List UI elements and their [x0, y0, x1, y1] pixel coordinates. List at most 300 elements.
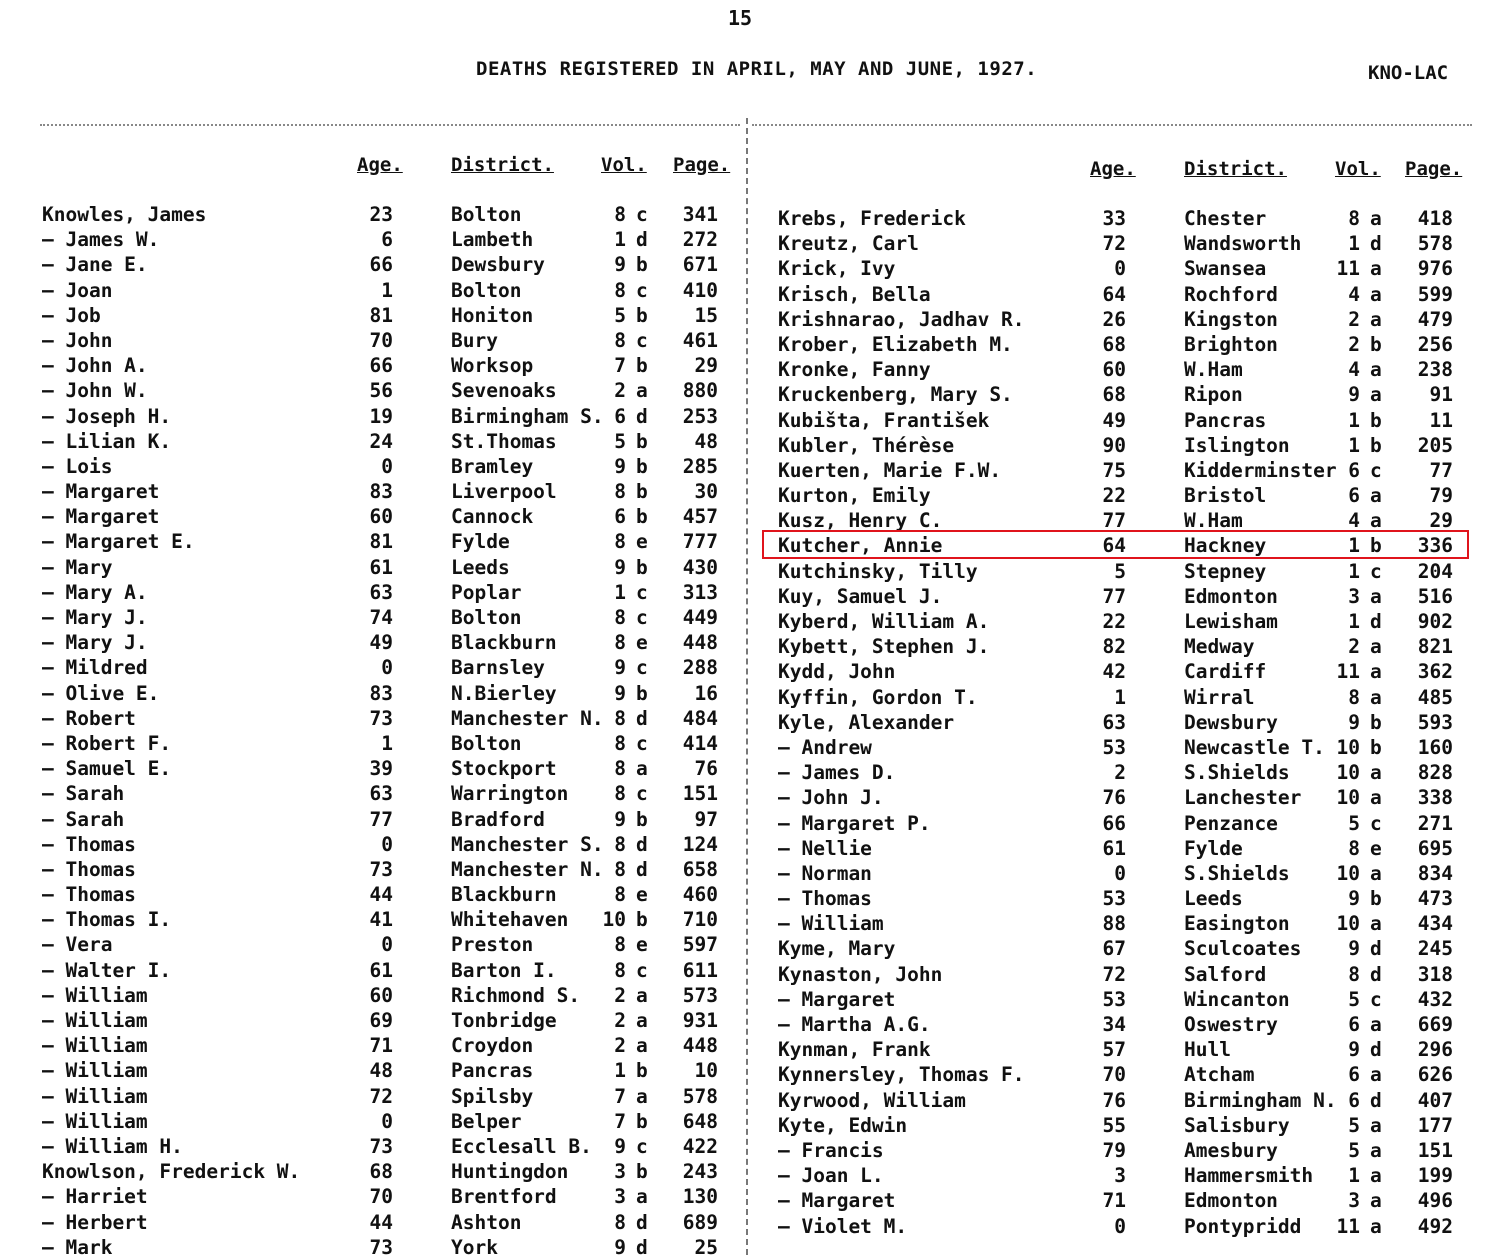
entry-vol-sub: d	[636, 1235, 648, 1259]
entry-vol: 8	[614, 328, 626, 352]
entry-vol: 8	[614, 706, 626, 730]
header-age: Age.	[1090, 158, 1136, 180]
entry-page: 362	[1417, 660, 1453, 684]
entry-district: Lewisham	[1184, 610, 1278, 633]
entry-vol: 9	[614, 1235, 626, 1259]
entry-page: 272	[682, 228, 718, 252]
entry-vol: 8	[1348, 685, 1360, 709]
entry-age: 48	[369, 1059, 393, 1083]
entry-age: 66	[369, 253, 393, 277]
page-number: 15	[727, 6, 753, 30]
entry-vol-sub: a	[1370, 1013, 1382, 1036]
entry-age: 67	[1102, 937, 1126, 961]
entry-page: 473	[1417, 887, 1453, 911]
entry-name: Krebs, Frederick	[778, 207, 966, 230]
entry-name: — Margaret P.	[778, 811, 931, 835]
entry-vol-sub: a	[636, 1034, 648, 1058]
entry-vol: 9	[614, 681, 626, 705]
entry-district: Blackburn	[451, 883, 557, 907]
entry-age: 61	[1102, 836, 1126, 860]
entry-vol: 9	[614, 555, 626, 579]
entry-vol-sub: a	[1370, 685, 1382, 709]
entry-vol: 8	[614, 278, 626, 302]
entry-vol-sub: b	[636, 1109, 648, 1133]
entry-page: 460	[682, 883, 718, 907]
entry-age: 44	[369, 883, 393, 907]
entry-age: 23	[369, 203, 393, 226]
entry-page: 658	[682, 857, 718, 881]
entry-vol-sub: d	[1370, 1088, 1382, 1112]
entry-vol-sub: a	[1370, 207, 1382, 230]
entry-vol-sub: c	[636, 656, 648, 680]
entry-district: Barnsley	[451, 656, 545, 680]
entry-vol: 9	[1348, 937, 1360, 961]
entry-district: S.Shields	[1184, 861, 1290, 885]
entry-vol-sub: c	[636, 203, 648, 226]
entry-age: 22	[1102, 484, 1126, 508]
entry-vol: 8	[614, 782, 626, 806]
entry-age: 75	[1102, 458, 1126, 482]
entry-page: 496	[1417, 1189, 1453, 1213]
entry-page: 285	[682, 454, 718, 478]
header-page: Page.	[673, 154, 731, 176]
entry-age: 49	[369, 631, 393, 655]
entry-page: 130	[682, 1185, 718, 1209]
entry-vol-sub: b	[636, 807, 648, 831]
entry-page: 931	[682, 1009, 718, 1032]
entry-vol-sub: d	[636, 857, 648, 881]
entry-page: 410	[682, 278, 718, 302]
entry-age: 63	[1102, 710, 1126, 734]
entry-district: Dewsbury	[1184, 710, 1278, 734]
entry-vol: 8	[614, 606, 626, 629]
entry-age: 0	[1114, 1214, 1126, 1238]
entry-name: — John W.	[42, 379, 148, 403]
entry-vol: 1	[614, 228, 626, 252]
entry-district: S.Shields	[1184, 761, 1290, 785]
entry-district: York	[451, 1235, 498, 1259]
entry-vol: 8	[1348, 836, 1360, 860]
entry-page: 341	[682, 203, 718, 226]
entry-vol: 8	[614, 857, 626, 881]
entry-name: Kruckenberg, Mary S.	[778, 383, 1013, 407]
entry-page: 695	[1417, 836, 1453, 860]
entry-age: 57	[1102, 1038, 1126, 1062]
entry-district: Brighton	[1184, 332, 1278, 356]
entry-district: Edmonton	[1184, 1189, 1278, 1213]
entry-name: — John J.	[778, 786, 884, 810]
entry-district: Ashton	[451, 1210, 522, 1234]
entry-vol: 6	[614, 505, 626, 529]
entry-vol-sub: c	[636, 328, 648, 352]
entry-name: — Robert	[42, 706, 136, 730]
entry-vol-sub: b	[636, 505, 648, 529]
entry-name: — Joan L.	[778, 1164, 884, 1188]
entry-vol-sub: a	[636, 1185, 648, 1209]
entry-page: 238	[1417, 358, 1453, 382]
entry-page: 253	[682, 404, 718, 428]
entry-district: N.Bierley	[451, 681, 557, 705]
entry-vol-sub: a	[1370, 1113, 1382, 1137]
range-label: KNO-LAC	[1368, 62, 1449, 84]
entry-vol: 6	[1348, 1063, 1360, 1087]
entry-name: — Andrew	[778, 735, 872, 759]
entry-name: — Samuel E.	[42, 757, 172, 781]
entry-district: Hammersmith	[1184, 1164, 1314, 1188]
entry-district: Huntingdon	[451, 1160, 569, 1184]
entry-page: 414	[682, 731, 718, 755]
entry-vol: 2	[614, 1009, 626, 1032]
entry-name: — James D.	[778, 761, 896, 785]
entry-page: 710	[682, 908, 718, 932]
entry-page: 15	[694, 303, 718, 327]
entry-name: — James W.	[42, 228, 160, 252]
entry-page: 648	[682, 1109, 718, 1133]
entry-vol: 8	[614, 203, 626, 226]
entry-age: 42	[1102, 660, 1126, 684]
entry-vol-sub: a	[1370, 383, 1382, 407]
entry-vol-sub: a	[1370, 1138, 1382, 1162]
entry-district: Cardiff	[1184, 660, 1267, 684]
entry-name: — Mary	[42, 555, 113, 579]
entry-page: 671	[682, 253, 718, 277]
entry-district: Oswestry	[1184, 1013, 1278, 1036]
entry-page: 336	[1417, 534, 1453, 558]
entry-vol-sub: b	[636, 429, 648, 453]
entry-name: — Mark	[42, 1235, 113, 1259]
entry-name: Kyle, Alexander	[778, 710, 955, 734]
entry-age: 64	[1102, 534, 1126, 558]
entry-vol-sub: a	[1370, 282, 1382, 306]
column-divider	[746, 118, 748, 1255]
entry-district: Warrington	[451, 782, 569, 806]
entry-vol: 1	[1348, 534, 1360, 558]
entry-district: Lanchester	[1184, 786, 1302, 810]
entry-age: 44	[369, 1210, 393, 1234]
entry-district: Atcham	[1184, 1063, 1255, 1087]
entry-age: 68	[369, 1160, 393, 1184]
entry-vol: 11	[1336, 1214, 1360, 1238]
entry-vol-sub: a	[1370, 1189, 1382, 1213]
entry-age: 68	[1102, 332, 1126, 356]
header-district: District.	[1184, 158, 1287, 180]
entry-district: Salisbury	[1184, 1113, 1290, 1137]
entry-age: 22	[1102, 610, 1126, 633]
entry-age: 88	[1102, 912, 1126, 936]
entry-page: 76	[694, 757, 718, 781]
entry-age: 60	[369, 983, 393, 1007]
entry-age: 70	[1102, 1063, 1126, 1087]
entry-vol-sub: d	[1370, 962, 1382, 986]
entry-vol-sub: e	[1370, 836, 1382, 860]
entry-vol: 1	[1348, 1164, 1360, 1188]
entry-page: 77	[1429, 458, 1453, 482]
entry-vol: 8	[614, 530, 626, 554]
entry-name: — Mildred	[42, 656, 148, 680]
entry-page: 256	[1417, 332, 1453, 356]
entry-district: W.Ham	[1184, 358, 1243, 382]
entry-vol-sub: a	[1370, 584, 1382, 608]
entry-page: 821	[1417, 635, 1453, 659]
entry-age: 81	[369, 530, 393, 554]
entry-age: 71	[369, 1034, 393, 1058]
entry-vol-sub: b	[1370, 887, 1382, 911]
entry-vol: 7	[614, 1109, 626, 1133]
entry-name: Kuerten, Marie F.W.	[778, 458, 1002, 482]
entry-page: 976	[1417, 257, 1453, 281]
entry-page: 834	[1417, 861, 1453, 885]
entry-age: 73	[369, 1235, 393, 1259]
entry-vol-sub: d	[1370, 610, 1382, 633]
entry-age: 34	[1102, 1013, 1126, 1036]
entry-district: Pontypridd	[1184, 1214, 1302, 1238]
entry-name: — Joan	[42, 278, 113, 302]
entry-district: Chester	[1184, 207, 1267, 230]
entry-vol-sub: b	[1370, 710, 1382, 734]
entry-vol-sub: d	[636, 228, 648, 252]
entry-page: 432	[1417, 987, 1453, 1011]
entry-name: Kydd, John	[778, 660, 896, 684]
entry-age: 0	[381, 933, 393, 957]
entry-vol: 5	[1348, 1138, 1360, 1162]
entry-page: 177	[1417, 1113, 1453, 1137]
entry-district: Sevenoaks	[451, 379, 557, 403]
entry-vol-sub: a	[1370, 484, 1382, 508]
entry-name: — Margaret	[778, 987, 896, 1011]
entry-vol: 9	[614, 656, 626, 680]
entry-page: 492	[1417, 1214, 1453, 1238]
entry-vol-sub: a	[636, 1084, 648, 1108]
entry-name: — William	[42, 1009, 148, 1032]
entry-name: — Harriet	[42, 1185, 148, 1209]
entry-vol-sub: b	[636, 1059, 648, 1083]
entry-page: 611	[682, 958, 718, 982]
header-page: Page.	[1405, 158, 1463, 180]
top-rule-left	[40, 124, 740, 126]
entry-name: — Sarah	[42, 807, 125, 831]
entry-name: Kynaston, John	[778, 962, 943, 986]
entry-district: Richmond S.	[451, 983, 581, 1007]
entry-page: 902	[1417, 610, 1453, 633]
entry-name: — Francis	[778, 1138, 884, 1162]
entry-vol-sub: c	[1370, 987, 1382, 1011]
entry-vol: 8	[1348, 207, 1360, 230]
entry-name: Kusz, Henry C.	[778, 509, 943, 533]
entry-vol: 8	[614, 832, 626, 856]
entry-name: — Margaret	[778, 1189, 896, 1213]
entry-vol-sub: c	[636, 278, 648, 302]
entry-district: Honiton	[451, 303, 534, 327]
entry-vol-sub: a	[1370, 861, 1382, 885]
entry-district: Bolton	[451, 203, 522, 226]
entry-name: — Margaret E.	[42, 530, 195, 554]
entry-age: 19	[369, 404, 393, 428]
entry-name: — Job	[42, 303, 101, 327]
entry-vol: 11	[1336, 660, 1360, 684]
entry-page: 97	[694, 807, 718, 831]
entry-page: 689	[682, 1210, 718, 1234]
entry-name: Kutcher, Annie	[778, 534, 943, 558]
entry-vol: 8	[614, 631, 626, 655]
entry-vol: 8	[614, 480, 626, 504]
entry-age: 1	[381, 278, 393, 302]
entry-age: 0	[381, 1109, 393, 1133]
entry-age: 0	[381, 454, 393, 478]
entry-age: 0	[381, 656, 393, 680]
entry-page: 296	[1417, 1038, 1453, 1062]
entry-age: 77	[1102, 509, 1126, 533]
entry-vol-sub: e	[636, 631, 648, 655]
entry-name: — William	[42, 1034, 148, 1058]
entry-vol: 9	[614, 1134, 626, 1158]
entry-name: Kyme, Mary	[778, 937, 896, 961]
entry-age: 71	[1102, 1189, 1126, 1213]
entry-vol: 1	[1348, 433, 1360, 457]
entry-page: 485	[1417, 685, 1453, 709]
entry-name: — Lois	[42, 454, 113, 478]
entry-name: — Mary A.	[42, 580, 148, 604]
entry-vol-sub: d	[636, 832, 648, 856]
entry-age: 0	[1114, 861, 1126, 885]
entry-name: — Norman	[778, 861, 872, 885]
entry-vol-sub: a	[1370, 761, 1382, 785]
entry-age: 90	[1102, 433, 1126, 457]
entry-vol-sub: d	[636, 404, 648, 428]
entry-vol-sub: b	[636, 681, 648, 705]
entry-district: Worksop	[451, 354, 534, 378]
entry-name: — John A.	[42, 354, 148, 378]
entry-district: Croydon	[451, 1034, 534, 1058]
entry-vol-sub: c	[1370, 458, 1382, 482]
entry-vol-sub: d	[636, 1210, 648, 1234]
entry-age: 0	[381, 832, 393, 856]
entry-vol: 6	[1348, 1088, 1360, 1112]
entry-vol: 1	[614, 1059, 626, 1083]
entry-page: 313	[682, 580, 718, 604]
entry-age: 39	[369, 757, 393, 781]
entry-age: 73	[369, 1134, 393, 1158]
entry-vol: 8	[614, 933, 626, 957]
entry-page: 10	[694, 1059, 718, 1083]
entry-vol: 8	[614, 731, 626, 755]
entry-page: 30	[694, 480, 718, 504]
entry-district: Whitehaven	[451, 908, 569, 932]
entry-name: Krisch, Bella	[778, 282, 931, 306]
entry-name: Kynnersley, Thomas F.	[778, 1063, 1025, 1087]
entry-page: 199	[1417, 1164, 1453, 1188]
entry-name: — Thomas I.	[42, 908, 172, 932]
entry-district: Swansea	[1184, 257, 1267, 281]
entry-district: Preston	[451, 933, 534, 957]
entry-page: 593	[1417, 710, 1453, 734]
entry-name: — Walter I.	[42, 958, 172, 982]
entry-page: 25	[694, 1235, 718, 1259]
entry-page: 151	[1417, 1138, 1453, 1162]
entry-vol-sub: b	[1370, 332, 1382, 356]
entry-district: Kidderminster	[1184, 458, 1337, 482]
entry-vol: 8	[614, 1210, 626, 1234]
entry-vol: 10	[1336, 861, 1360, 885]
entry-page: 578	[682, 1084, 718, 1108]
entry-vol: 10	[602, 908, 626, 932]
entry-page: 151	[682, 782, 718, 806]
entry-vol-sub: b	[636, 555, 648, 579]
header-district: District.	[451, 154, 554, 176]
entry-vol: 2	[1348, 635, 1360, 659]
entry-vol-sub: a	[1370, 660, 1382, 684]
entry-age: 53	[1102, 735, 1126, 759]
entry-page: 434	[1417, 912, 1453, 936]
entry-name: Kybett, Stephen J.	[778, 635, 990, 659]
entry-vol: 2	[614, 379, 626, 403]
entry-vol-sub: c	[636, 606, 648, 629]
entry-name: Kreutz, Carl	[778, 232, 919, 256]
entry-district: Bristol	[1184, 484, 1267, 508]
entry-vol-sub: c	[636, 580, 648, 604]
entry-name: Kuy, Samuel J.	[778, 584, 943, 608]
entry-name: — William	[42, 983, 148, 1007]
entry-name: Kutchinsky, Tilly	[778, 559, 978, 583]
entry-district: Edmonton	[1184, 584, 1278, 608]
entry-vol-sub: e	[636, 933, 648, 957]
entry-page: 124	[682, 832, 718, 856]
entry-vol-sub: a	[1370, 509, 1382, 533]
entry-age: 53	[1102, 987, 1126, 1011]
entry-district: Liverpool	[451, 480, 557, 504]
entry-district: Stepney	[1184, 559, 1267, 583]
entry-vol: 3	[1348, 1189, 1360, 1213]
entry-vol-sub: e	[636, 883, 648, 907]
entry-vol: 10	[1336, 786, 1360, 810]
entry-district: Sculcoates	[1184, 937, 1302, 961]
entry-district: Hackney	[1184, 534, 1267, 558]
entry-vol-sub: a	[1370, 257, 1382, 281]
entry-district: Hull	[1184, 1038, 1231, 1062]
entry-district: Blackburn	[451, 631, 557, 655]
entry-vol-sub: a	[1370, 786, 1382, 810]
entry-district: Manchester S.	[451, 832, 604, 856]
entry-page: 828	[1417, 761, 1453, 785]
entry-age: 66	[1102, 811, 1126, 835]
entry-age: 79	[1102, 1138, 1126, 1162]
entry-page: 597	[682, 933, 718, 957]
entry-district: Fylde	[451, 530, 510, 554]
entry-vol: 6	[1348, 484, 1360, 508]
entry-district: Manchester N.	[451, 706, 604, 730]
entry-name: — Joseph H.	[42, 404, 172, 428]
entry-district: Islington	[1184, 433, 1290, 457]
entry-page: 449	[682, 606, 718, 629]
entry-name: — William	[42, 1109, 148, 1133]
entry-district: Dewsbury	[451, 253, 545, 277]
entry-vol: 2	[614, 983, 626, 1007]
entry-age: 69	[369, 1009, 393, 1032]
entry-vol: 9	[614, 454, 626, 478]
entry-vol-sub: b	[636, 303, 648, 327]
entry-district: Manchester N.	[451, 857, 604, 881]
header-vol: Vol.	[601, 154, 647, 176]
entry-vol: 1	[614, 580, 626, 604]
entry-vol: 6	[614, 404, 626, 428]
entry-vol: 1	[1348, 232, 1360, 256]
entry-district: Leeds	[451, 555, 510, 579]
entry-page: 271	[1417, 811, 1453, 835]
entry-vol-sub: b	[1370, 433, 1382, 457]
entry-name: — William H.	[42, 1134, 183, 1158]
entry-vol: 8	[1348, 962, 1360, 986]
entry-vol: 8	[614, 958, 626, 982]
entry-age: 72	[369, 1084, 393, 1108]
